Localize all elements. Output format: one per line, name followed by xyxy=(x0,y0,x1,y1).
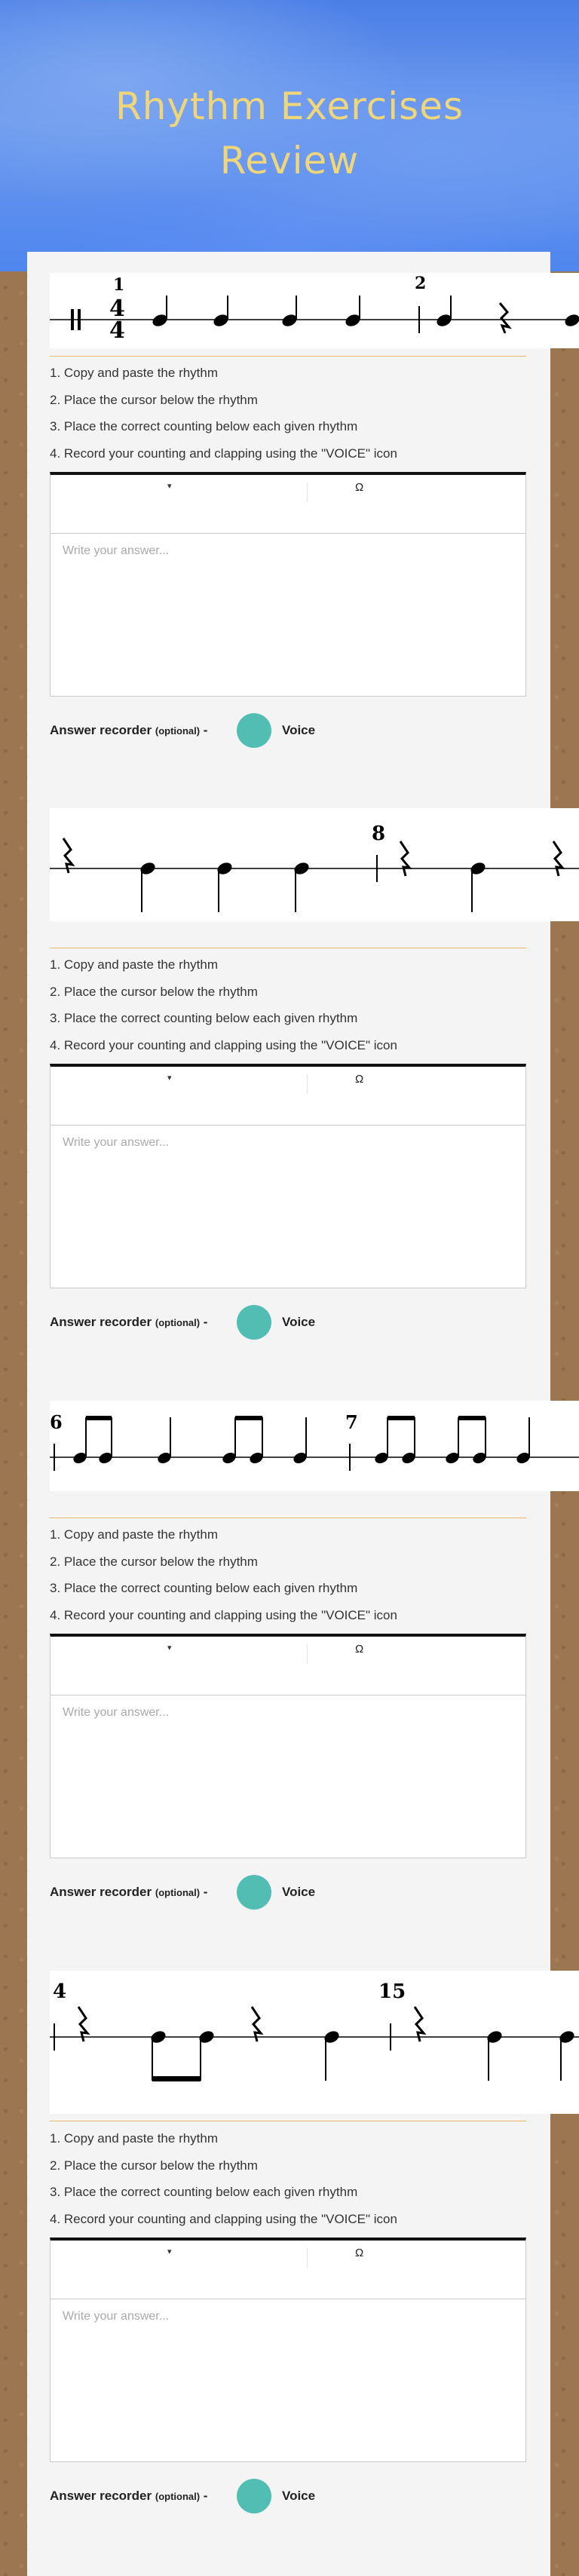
beam xyxy=(235,1416,262,1420)
answer-placeholder: Write your answer... xyxy=(63,1136,170,1149)
answer-recorder-3 xyxy=(50,1873,532,1911)
answer-editor-4 xyxy=(50,2238,526,2462)
time-sig-bottom: 4 xyxy=(109,317,125,344)
instruction-step: 2. Place the cursor below the rhythm xyxy=(50,392,258,407)
record-button[interactable] xyxy=(237,2479,271,2513)
editor-toolbar xyxy=(51,1067,525,1126)
answer-input[interactable] xyxy=(51,1126,525,1288)
recorder-label: Answer recorder (optional) - xyxy=(50,723,208,737)
editor-toolbar xyxy=(51,1637,525,1695)
quarter-note xyxy=(563,312,579,328)
measure-number: 2 xyxy=(415,274,427,293)
header-banner xyxy=(0,0,579,271)
answer-input[interactable] xyxy=(51,2299,525,2461)
voice-label[interactable]: Voice xyxy=(282,2489,316,2503)
instructions-list-2 xyxy=(50,957,532,1064)
instruction-step: 4. Record your counting and clapping using the "VOICE" icon xyxy=(50,446,397,461)
recorder-label: Answer recorder (optional) - xyxy=(50,1315,208,1329)
instruction-step: 1. Copy and paste the rhythm xyxy=(50,2131,219,2146)
toolbar-separator xyxy=(307,1644,308,1664)
quarter-rest xyxy=(252,2007,261,2042)
page-title-line-2: Review xyxy=(219,139,360,182)
divider xyxy=(50,356,526,357)
record-button[interactable] xyxy=(237,1875,271,1910)
instruction-step: 1. Copy and paste the rhythm xyxy=(50,366,219,380)
voice-label[interactable]: Voice xyxy=(282,1315,316,1329)
answer-placeholder: Write your answer... xyxy=(63,2310,170,2323)
voice-label[interactable]: Voice xyxy=(282,723,316,737)
time-sig-top: 4 xyxy=(109,296,125,322)
instruction-step: 2. Place the cursor below the rhythm xyxy=(50,2158,258,2173)
instruction-step: 3. Place the correct counting below each given rhythm xyxy=(50,419,358,433)
instruction-step: 1. Copy and paste the rhythm xyxy=(50,957,219,972)
instruction-step: 3. Place the correct counting below each given rhythm xyxy=(50,1581,358,1595)
toolbar-separator xyxy=(307,482,308,502)
answer-editor-1 xyxy=(50,472,526,697)
rhythm-image-2 xyxy=(50,808,579,921)
dropdown-caret-icon[interactable]: ▾ xyxy=(167,482,172,491)
instructions-list-1 xyxy=(50,365,532,472)
answer-editor-2 xyxy=(50,1064,526,1288)
answer-recorder-2 xyxy=(50,1303,532,1341)
page-title xyxy=(0,79,579,188)
measure-number: 15 xyxy=(378,1980,406,2003)
toolbar-separator xyxy=(307,1074,308,1094)
quarter-rest xyxy=(400,841,409,876)
answer-recorder-1 xyxy=(50,712,532,749)
measure-number: 8 xyxy=(372,822,386,845)
answer-editor-3 xyxy=(50,1634,526,1858)
record-button[interactable] xyxy=(237,713,271,748)
editor-toolbar xyxy=(51,475,525,534)
special-character-icon[interactable]: Ω xyxy=(355,481,364,494)
voice-label[interactable]: Voice xyxy=(282,1885,316,1899)
rhythm-image-3 xyxy=(50,1401,579,1491)
measure-number: 4 xyxy=(53,1980,67,2003)
beam xyxy=(458,1416,486,1420)
recorder-label: Answer recorder (optional) - xyxy=(50,2489,208,2503)
answer-placeholder: Write your answer... xyxy=(63,1706,170,1719)
quarter-rest xyxy=(553,841,562,876)
editor-toolbar xyxy=(51,2241,525,2299)
quarter-rest xyxy=(63,838,72,873)
beam xyxy=(86,1416,112,1420)
answer-input[interactable] xyxy=(51,1695,525,1858)
rhythm-image-1 xyxy=(50,273,579,348)
record-button[interactable] xyxy=(237,1305,271,1340)
measure-number: 7 xyxy=(345,1411,358,1433)
percussion-clef-bar xyxy=(78,309,81,330)
instruction-step: 2. Place the cursor below the rhythm xyxy=(50,984,258,999)
percussion-clef-bar xyxy=(71,309,74,330)
instruction-step: 3. Place the correct counting below each given rhythm xyxy=(50,2185,358,2199)
measure-number: 1 xyxy=(113,275,125,295)
instruction-step: 4. Record your counting and clapping using the "VOICE" icon xyxy=(50,1037,397,1052)
measure-number: 6 xyxy=(50,1411,63,1433)
quarter-rest xyxy=(500,303,509,333)
dropdown-caret-icon[interactable]: ▾ xyxy=(167,2247,172,2256)
instruction-step: 3. Place the correct counting below each given rhythm xyxy=(50,1011,358,1025)
quarter-rest xyxy=(415,2007,424,2042)
dropdown-caret-icon[interactable]: ▾ xyxy=(167,1074,172,1083)
answer-recorder-4 xyxy=(50,2477,532,2515)
quarter-rest xyxy=(78,2007,87,2042)
instruction-step: 1. Copy and paste the rhythm xyxy=(50,1527,219,1542)
special-character-icon[interactable]: Ω xyxy=(355,1643,364,1656)
recorder-label: Answer recorder (optional) - xyxy=(50,1885,208,1899)
page-title-line-1: Rhythm Exercises xyxy=(115,84,464,128)
answer-placeholder: Write your answer... xyxy=(63,544,170,557)
special-character-icon[interactable]: Ω xyxy=(355,1073,364,1086)
rhythm-image-4 xyxy=(50,1971,579,2114)
beam xyxy=(388,1416,415,1420)
instruction-step: 4. Record your counting and clapping using the "VOICE" icon xyxy=(50,2211,397,2226)
beam xyxy=(152,2076,201,2081)
instructions-list-4 xyxy=(50,2130,532,2238)
special-character-icon[interactable]: Ω xyxy=(355,2247,364,2259)
answer-input[interactable] xyxy=(51,534,525,696)
instruction-step: 2. Place the cursor below the rhythm xyxy=(50,1554,258,1569)
instructions-list-3 xyxy=(50,1527,532,1634)
instruction-step: 4. Record your counting and clapping using the "VOICE" icon xyxy=(50,1607,397,1622)
dropdown-caret-icon[interactable]: ▾ xyxy=(167,1643,172,1652)
toolbar-separator xyxy=(307,2248,308,2268)
